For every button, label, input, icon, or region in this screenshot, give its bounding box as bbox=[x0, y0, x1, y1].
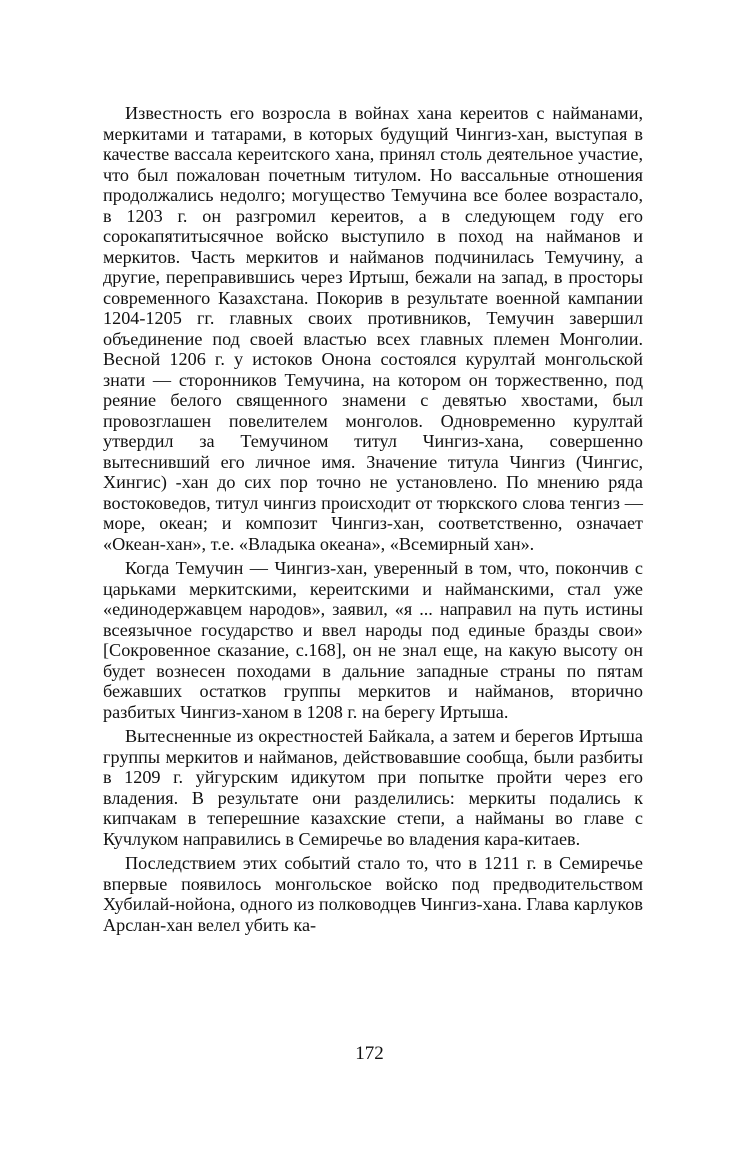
paragraph-1: Известность его возросла в войнах хана кереитов с найманами, меркитами и татарами, в которых будущий Чингиз-хан, выступая в качестве вассала кереитского хана, принял столь деятельное участие, что был пожалован почетным титулом. Но вассальные отношения продолжались недолго; могущество Темучина все более возрастало, в 1203 г. он разгромил кереитов, а в следующем году его сорокапятитысячное войско выступило в поход на найманов и меркитов. Часть меркитов и найманов подчинилась Темучину, а другие, переправившись через Иртыш, бежали на запад, в просторы современного Казахстана. Покорив в результате военной кампании 1204-1205 гг. главных своих противников, Темучин завершил объединение под своей властью всех главных племен Монголии. Весной 1206 г. у истоков Онона состоялся курултай монгольской знати — сторонников Темучина, на котором он торжественно, под реяние белого священного знамени с девятью хвостами, был провозглашен повелителем монголов. Одновременно курултай утвердил за Темучином титул Чингиз-хана, совершенно вытеснивший его личное имя. Значение титула Чингиз (Чингис, Хингис) -хан до сих пор точно не установлено. По мнению ряда востоковедов, титул чингиз происходит от тюркского слова тенгиз — море, океан; и композит Чингиз-хан, соответственно, означает «Океан-хан», т.е. «Владыка океана», «Всемирный хан». bbox=[103, 103, 643, 554]
paragraph-3: Вытесненные из окрестностей Байкала, а затем и берегов Иртыша группы меркитов и найманов, действовавшие сообща, были разбиты в 1209 г. уйгурским идикутом при попытке пройти через его владения. В результате они разделились: меркиты подались к кипчакам в теперешние казахские степи, а найманы во главе с Кучлуком направились в Семиречье во владения кара-китаев. bbox=[103, 726, 643, 849]
paragraph-4: Последствием этих событий стало то, что в 1211 г. в Семиречье впервые появилось монгольское войско под предводительством Хубилай-нойона, одного из полководцев Чингиз-хана. Глава карлуков Арслан-хан велел убить ка- bbox=[103, 853, 643, 935]
paragraph-2: Когда Темучин — Чингиз-хан, уверенный в том, что, покончив с царьками меркитскими, кереитскими и найманскими, стал уже «единодержавцем народов», заявил, «я ... направил на путь истины всеязычное государство и ввел народы под единые бразды свои» [Сокровенное сказание, с.168], он не знал еще, на какую высоту он будет вознесен походами в дальние западные страны по пятам бежавших остатков группы меркитов и найманов, вторично разбитых Чингиз-ханом в 1208 г. на берегу Иртыша. bbox=[103, 558, 643, 722]
body-text bbox=[103, 103, 643, 935]
page-number: 172 bbox=[355, 1043, 384, 1064]
